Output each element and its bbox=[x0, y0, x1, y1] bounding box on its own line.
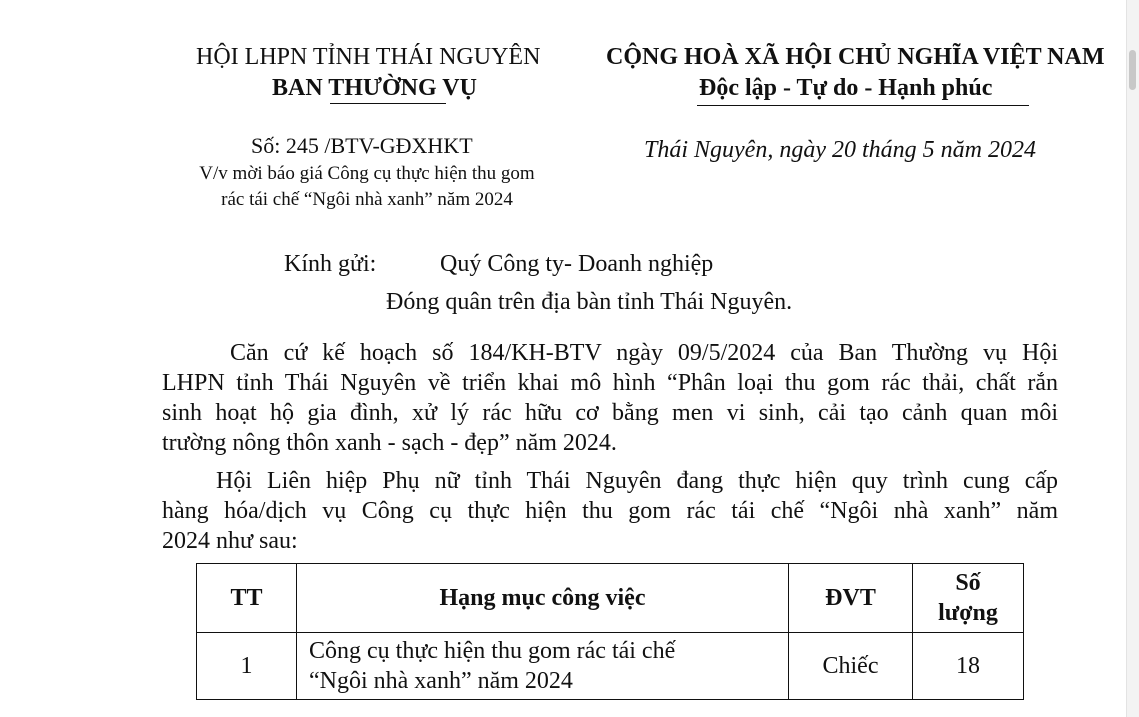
organization-name: HỘI LHPN TỈNH THÁI NGUYÊN bbox=[196, 44, 541, 70]
header-tt: TT bbox=[197, 564, 297, 633]
header-item: Hạng mục công việc bbox=[297, 564, 789, 633]
paragraph-line: 2024 như sau: bbox=[162, 528, 298, 554]
recipient-line-2: Đóng quân trên địa bàn tỉnh Thái Nguyên. bbox=[386, 289, 793, 315]
header-quantity-line1: Số bbox=[955, 570, 981, 596]
work-items-table bbox=[196, 563, 1024, 700]
cell-item-line1: Công cụ thực hiện thu gom rác tái chế bbox=[309, 638, 676, 664]
vertical-scrollbar[interactable] bbox=[1126, 0, 1139, 717]
document-number: Số: 245 /BTV-GĐXHKT bbox=[251, 133, 473, 158]
header-quantity-line2: lượng bbox=[938, 600, 998, 626]
recipient-label: Kính gửi: bbox=[284, 251, 377, 277]
paragraph-line: hàng hóa/dịch vụ Công cụ thực hiện thu gom rác tái chế “Ngôi nhà xanh” năm bbox=[162, 498, 1058, 524]
table-header-row bbox=[197, 564, 1024, 633]
table-row bbox=[197, 633, 1024, 700]
subject-line-2: rác tái chế “Ngôi nhà xanh” năm 2024 bbox=[221, 189, 513, 210]
recipient-line-1: Quý Công ty- Doanh nghiệp bbox=[440, 251, 714, 277]
place-and-date: Thái Nguyên, ngày 20 tháng 5 năm 2024 bbox=[644, 137, 1036, 163]
header-quantity bbox=[913, 564, 1024, 633]
motto-underline bbox=[697, 105, 1029, 106]
cell-item-line2: “Ngôi nhà xanh” năm 2024 bbox=[309, 668, 573, 694]
paragraph-line: LHPN tỉnh Thái Nguyên về triển khai mô hình “Phân loại thu gom rác thải, chất rắn bbox=[162, 370, 1058, 396]
cell-tt: 1 bbox=[197, 633, 297, 700]
cell-item bbox=[297, 633, 789, 700]
scrollbar-thumb[interactable] bbox=[1129, 50, 1136, 90]
organization-board: BAN THƯỜNG VỤ bbox=[272, 75, 477, 101]
paragraph-line: Hội Liên hiệp Phụ nữ tỉnh Thái Nguyên đang thực hiện quy trình cung cấp bbox=[216, 468, 1058, 494]
cell-unit: Chiếc bbox=[789, 633, 913, 700]
paragraph-line: Căn cứ kế hoạch số 184/KH-BTV ngày 09/5/2024 của Ban Thường vụ Hội bbox=[230, 340, 1058, 366]
header-unit: ĐVT bbox=[789, 564, 913, 633]
subject-line-1: V/v mời báo giá Công cụ thực hiện thu gom bbox=[199, 163, 535, 184]
paragraph-line: trường nông thôn xanh - sạch - đẹp” năm 2024. bbox=[162, 430, 617, 456]
cell-quantity: 18 bbox=[913, 633, 1024, 700]
national-motto: Độc lập - Tự do - Hạnh phúc bbox=[699, 75, 993, 101]
paragraph-line: sinh hoạt hộ gia đình, xử lý rác hữu cơ bằng men vi sinh, cải tạo cảnh quan môi bbox=[162, 400, 1058, 426]
national-title: CỘNG HOÀ XÃ HỘI CHỦ NGHĨA VIỆT NAM bbox=[606, 44, 1105, 70]
board-underline bbox=[330, 103, 446, 104]
